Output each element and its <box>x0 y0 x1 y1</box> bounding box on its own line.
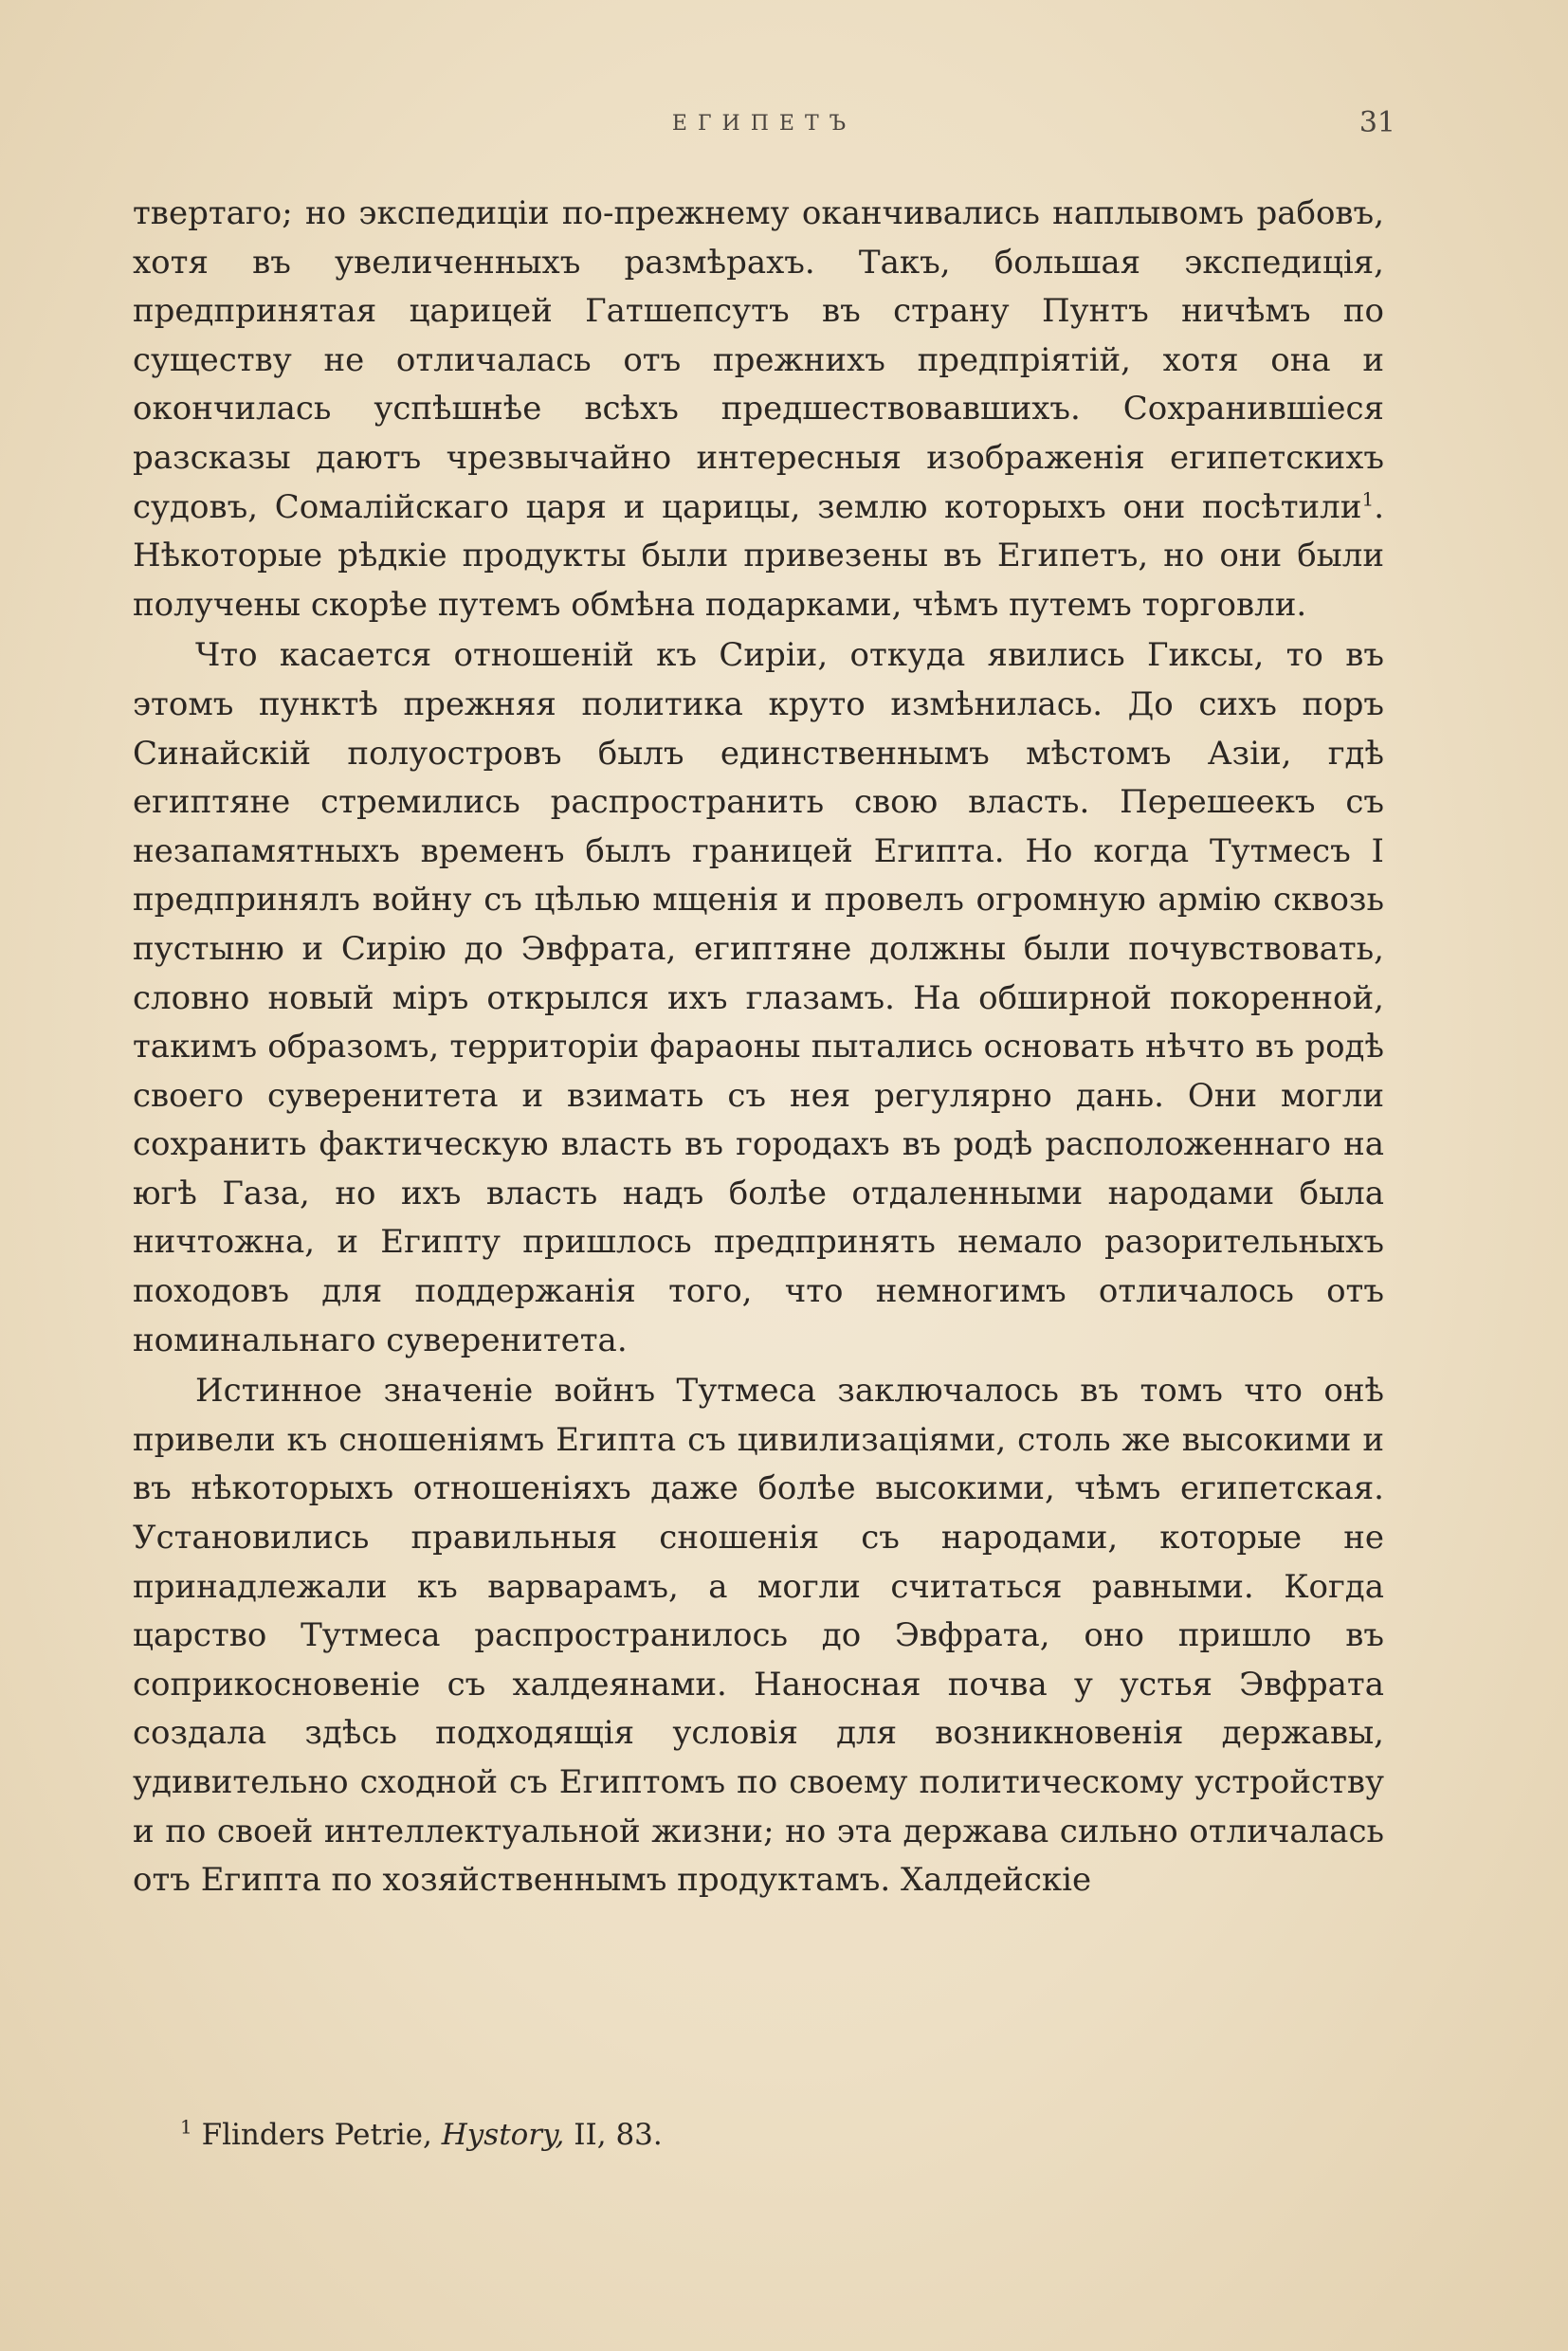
footnote-reference[interactable]: 1 <box>1361 487 1375 511</box>
page-number: 31 <box>1358 106 1395 139</box>
footnote-mark: 1 <box>180 2115 192 2139</box>
running-head <box>133 106 1395 150</box>
footnote-ref: II, 83. <box>574 2118 663 2152</box>
footnote-work: Hystory, <box>441 2118 565 2152</box>
paragraph-1-part-b: . Нѣкоторые рѣдкіе продукты были привезены въ Египетъ, но они были получены скорѣе путемъ обмѣна подарками, чѣмъ путемъ торговли. <box>133 487 1384 624</box>
footnote <box>180 2116 663 2154</box>
paragraph-1 <box>133 190 1384 629</box>
footnote-author: Flinders Petrie, <box>201 2118 432 2152</box>
paragraph-1-part-a: твертаго; но экспедиціи по-прежнему оканчивались наплывомъ рабовъ, хотя въ увеличенныхъ размѣрахъ. Такъ, большая экспедиція, предпринятая царицей Гатшепсутъ въ страну Пунтъ ничѣмъ по существу не отличалась отъ прежнихъ предпріятій, хотя она и окончилась успѣшнѣе всѣхъ предшествовавшихъ. Сохранившіеся разсказы даютъ чрезвычайно интересныя изображенія египетскихъ судовъ, Сомалійскаго царя и царицы, землю которыхъ они посѣтили <box>133 194 1384 526</box>
paragraph-2: Что касается отношеній къ Сиріи, откуда явились Гиксы, то въ этомъ пунктѣ прежняя политика круто измѣнилась. До сихъ поръ Синайскій полуостровъ былъ единственнымъ мѣстомъ Азіи, гдѣ египтяне стремились распространить свою власть. Перешеекъ съ незапамятныхъ временъ былъ границей Египта. Но когда Тутмесъ I предпринялъ войну съ цѣлью мщенія и провелъ огромную армію сквозь пустыню и Сирію до Эвфрата, египтяне должны были почувствовать, словно новый міръ открылся ихъ глазамъ. На обширной покоренной, такимъ образомъ, территоріи фараоны пытались основать нѣчто въ родѣ своего суверенитета и взимать съ нея регулярно дань. Они могли сохранить фактическую власть въ городахъ въ родѣ расположеннаго на югѣ Газа, но ихъ власть надъ болѣе отдаленными народами была ничтожна, и Египту пришлось предпринять немало разорительныхъ походовъ для поддержанія того, что немногимъ отличалось отъ номинальнаго суверенитета. <box>133 636 1384 1359</box>
paragraph-3: Истинное значеніе войнъ Тутмеса заключалось въ томъ что онѣ привели къ сношеніямъ Египта съ цивилизаціями, столь же высокими и въ нѣкоторыхъ отношеніяхъ даже болѣе высокими, чѣмъ египетская. Установились правильныя сношенія съ народами, которые не принадлежали къ варварамъ, а могли считаться равными. Когда царство Тутмеса распространилось до Эвфрата, оно пришло въ соприкосновеніе съ халдеянами. Наносная почва у устья Эвфрата создала здѣсь подходящія условія для возникновенія державы, удивительно сходной съ Египтомъ по своему политическому устройству и по своей интеллектуальной жизни; но эта держава сильно отличалась отъ Египта по хозяйственнымъ продуктамъ. Халдейскіе <box>133 1372 1384 1900</box>
main-text <box>133 190 1384 1905</box>
chapter-title: ЕГИПЕТЪ <box>671 112 857 136</box>
